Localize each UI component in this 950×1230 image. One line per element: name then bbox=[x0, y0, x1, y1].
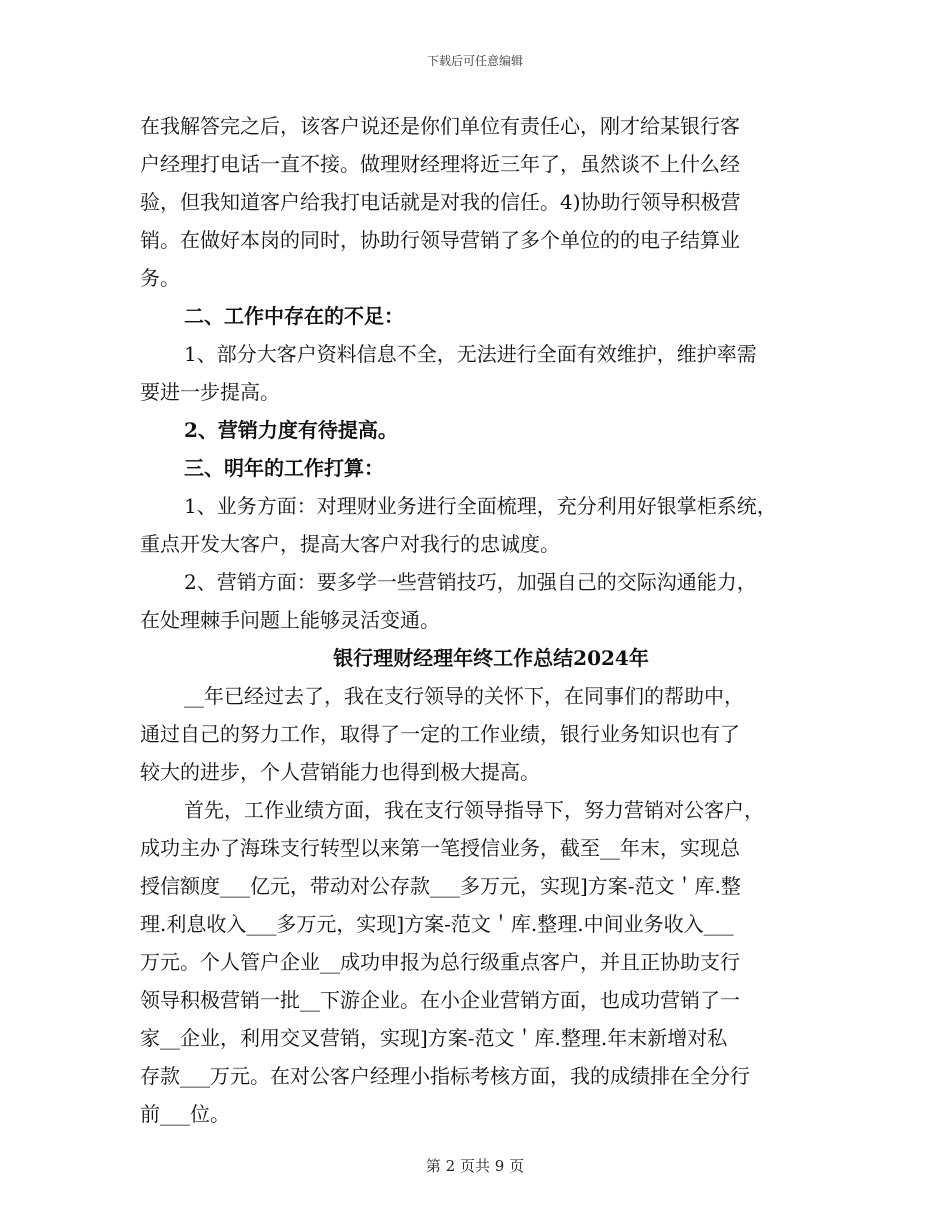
page-header: 下载后可任意编辑 bbox=[426, 54, 523, 68]
page-footer: 第 2 页共 9 页 bbox=[425, 1157, 525, 1175]
body-line: 验，但我知道客户给我打电话就是对我的信任。4)协助行领导积极营 bbox=[140, 190, 741, 214]
body-line: 在处理棘手问题上能够灵活变通。 bbox=[140, 608, 440, 632]
body-line: 领导积极营销一批__下游企业。在小企业营销方面，也成功营销了一 bbox=[140, 988, 740, 1012]
section-heading: 三、明年的工作打算： bbox=[184, 456, 384, 480]
body-line: 要进一步提高。 bbox=[140, 380, 280, 404]
section-heading: 二、工作中存在的不足： bbox=[184, 304, 404, 328]
body-line: 重点开发大客户，提高大客户对我行的忠诚度。 bbox=[140, 532, 560, 556]
body-line: 成功主办了海珠支行转型以来第一笔授信业务，截至__年末，实现总 bbox=[140, 836, 740, 860]
body-line: 务。 bbox=[140, 266, 180, 290]
body-line: 存款___万元。在对公客户经理小指标考核方面，我的成绩排在全分行 bbox=[140, 1064, 750, 1088]
body-line: 前___位。 bbox=[140, 1102, 230, 1126]
body-line: 万元。个人管户企业__成功申报为总行级重点客户，并且正协助支行 bbox=[140, 950, 740, 974]
body-line: 2、营销方面：要多学一些营销技巧，加强自己的交际沟通能力， bbox=[184, 570, 757, 594]
body-line: 授信额度___亿元，带动对公存款___多万元，实现]方案-范文＇库.整 bbox=[140, 874, 741, 898]
body-line: 较大的进步，个人营销能力也得到极大提高。 bbox=[140, 760, 540, 784]
section-heading: 2、营销力度有待提高。 bbox=[184, 418, 398, 442]
body-line: __年已经过去了，我在支行领导的关怀下，在同事们的帮助中， bbox=[184, 684, 744, 708]
body-line: 销。在做好本岗的同时，协助行领导营销了多个单位的的电子结算业 bbox=[140, 228, 740, 252]
body-line: 通过自己的努力工作，取得了一定的工作业绩，银行业务知识也有了 bbox=[140, 722, 740, 746]
body-line: 首先，工作业绩方面，我在支行领导指导下，努力营销对公客户， bbox=[184, 798, 764, 822]
document-body bbox=[140, 107, 830, 1133]
body-line: 户经理打电话一直不接。做理财经理将近三年了，虽然谈不上什么经 bbox=[140, 152, 740, 176]
body-line: 在我解答完之后，该客户说还是你们单位有责任心，刚才给某银行客 bbox=[140, 114, 740, 138]
body-line: 1、业务方面：对理财业务进行全面梳理，充分利用好银掌柜系统， bbox=[184, 494, 777, 518]
document-title: 银行理财经理年终工作总结2024年 bbox=[333, 646, 649, 670]
body-line: 家__企业，利用交叉营销，实现]方案-范文＇库.整理.年末新增对私 bbox=[140, 1026, 728, 1050]
body-line: 1、部分大客户资料信息不全，无法进行全面有效维护，维护率需 bbox=[184, 342, 757, 366]
body-line: 理.利息收入___多万元，实现]方案-范文＇库.整理.中间业务收入___ bbox=[140, 912, 734, 936]
